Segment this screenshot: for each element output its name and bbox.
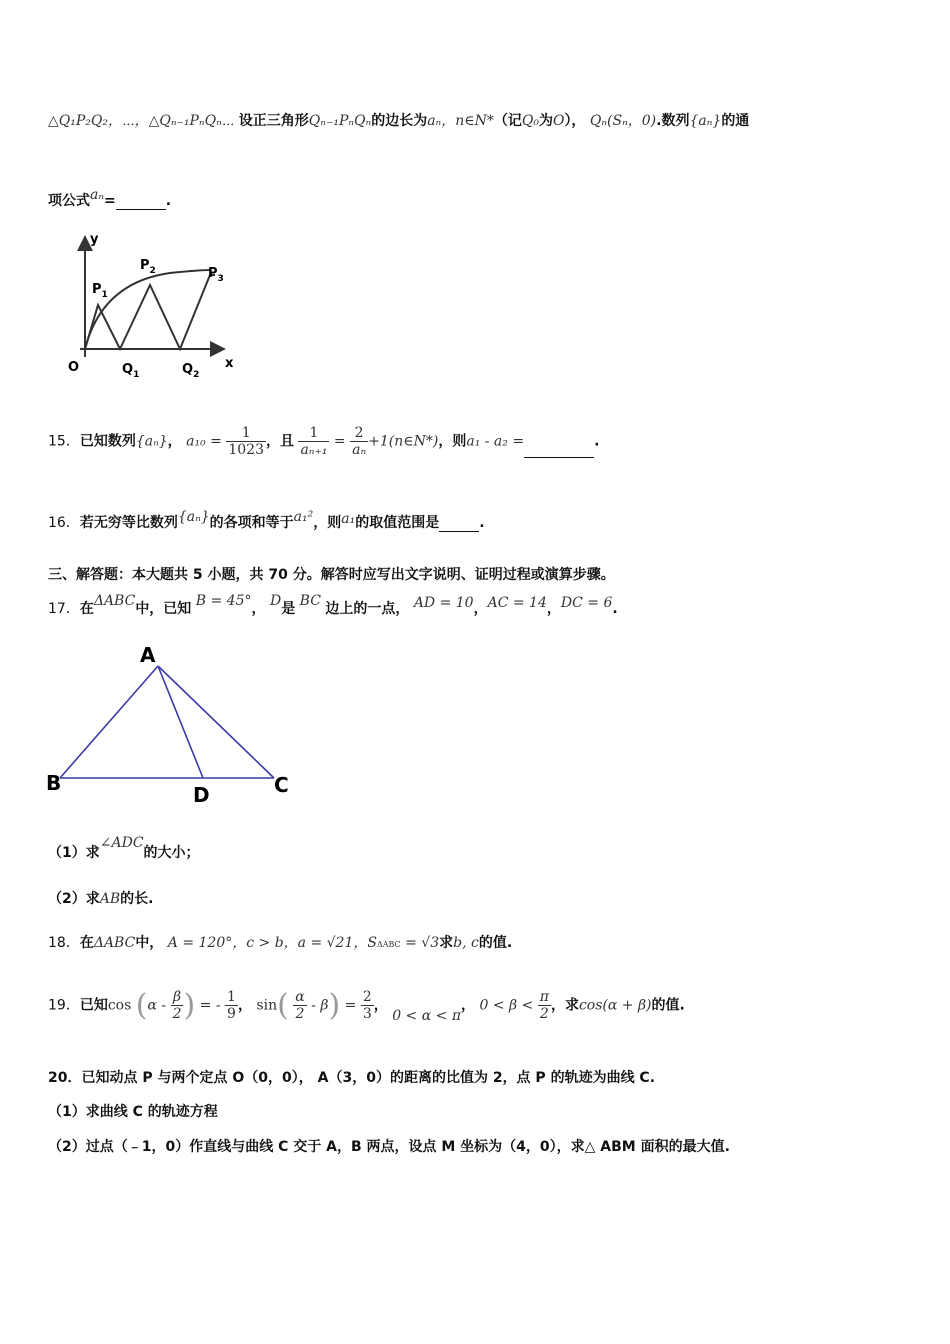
q16-text: ，则 [313, 515, 342, 531]
q19-number: 19． [48, 997, 80, 1014]
q17-ad-math: AD = 10 [413, 595, 474, 611]
label-p2: $P_2$ [140, 258, 156, 276]
q17-sub2-text: 的长. [120, 891, 154, 907]
label-o: O [68, 360, 80, 375]
q14-text: 的通 [721, 113, 750, 129]
q19-comma: ， [373, 997, 388, 1014]
q16-text: 的取值范围是 [355, 515, 440, 531]
q14-text: 为 [538, 113, 553, 129]
segment-ad [158, 666, 203, 778]
q15-text: 已知数列 [79, 433, 136, 450]
q14-side-math: aₙ，n∈N* [427, 113, 494, 129]
label-c: C [274, 773, 289, 797]
q18 [48, 932, 512, 952]
q18-text: 求 [439, 935, 454, 951]
q14-seq-math: {aₙ} [689, 113, 722, 129]
q17-number: 17． [48, 601, 80, 617]
q15-frac-2-an: $\frac{2}{\text{aₙ}}$ [352, 425, 367, 458]
q16-a1-math: a₁ [341, 511, 356, 527]
q17-ab-math: AB [99, 891, 121, 907]
q19-cos: cos [107, 997, 132, 1014]
q14-o-math: O [552, 113, 565, 129]
q17-ac-math: AC = 14 [487, 595, 547, 611]
q16-number: 16． [48, 515, 80, 531]
q19-comma: ， [237, 997, 252, 1014]
q16 [48, 509, 485, 532]
q16-text: . [479, 515, 485, 531]
label-b: B [46, 771, 62, 795]
label-p1: $P_1$ [92, 282, 108, 300]
q17-sub2-text: （2）求 [48, 891, 100, 907]
q19-frac-beta-2: $\frac{\beta}{2}$ [172, 989, 182, 1022]
q18-text: 在 [79, 935, 94, 951]
q17-text: . [612, 601, 618, 617]
q17-sub1 [48, 835, 200, 862]
q17-text: 中，已知 [135, 601, 192, 617]
q15-text: ， [167, 433, 182, 450]
answer-blank[interactable] [524, 457, 594, 458]
figure-triangles-curve [50, 225, 250, 385]
q15-eq: = [333, 433, 346, 450]
q14-q0-math: Q₀ [521, 113, 539, 129]
answer-blank[interactable] [116, 209, 166, 210]
q15-seq-math: {aₙ} [135, 433, 168, 450]
q19-frac-2-3: $\frac{2}{3}$ [362, 989, 372, 1022]
q17-b45-math: B = 45° [195, 593, 252, 609]
q20-stem: 20．已知动点 P 与两个定点 O（0，0）， A（3，0）的距离的比值为 2，点 P 的轨迹为曲线 C. [48, 1070, 656, 1086]
label-a: A [140, 643, 156, 667]
q19-target: cos(α + β) [578, 997, 652, 1014]
q18-cond2-math: = √3 [405, 935, 440, 951]
q14-text: 设正三角形 [238, 113, 309, 129]
curve [85, 270, 210, 349]
q16-text: 若无穷等比数列 [79, 515, 178, 531]
q17-text: 边上的一点， [325, 601, 410, 617]
q17-dc-math: DC = 6 [560, 595, 613, 611]
label-p3: $P_3$ [208, 266, 224, 284]
q15-text: ，则 [438, 433, 467, 450]
q14-text: 的边长为 [371, 113, 428, 129]
q14-text: . [165, 193, 172, 209]
q15-text: ，且 [265, 433, 294, 450]
q17-text: ， [473, 601, 488, 617]
q18-cond-math: A = 120°，c > b，a = √21，S [167, 935, 377, 951]
q20-sub2: （2）过点（﹣1，0）作直线与曲线 C 交于 A，B 两点，设点 M 坐标为（4，0），求△ ABM 面积的最大值. [48, 1139, 730, 1155]
label-d: D [193, 783, 210, 807]
q16-text: 的各项和等于 [209, 515, 294, 531]
q17-text: ， [251, 601, 266, 617]
q14-triangle-math: Qₙ₋₁PₙQₙ [308, 113, 372, 129]
q18-text: 中， [135, 935, 164, 951]
q19-alpha: α - [147, 997, 167, 1014]
q17-d-math: D [269, 593, 282, 609]
q14-text: ）， [564, 113, 586, 129]
q14-an-math: aₙ [90, 187, 105, 203]
q15-tail-math: +1(n∈N*) [368, 433, 439, 450]
q15 [48, 425, 599, 458]
q15-a10-math: a₁₀ = [186, 433, 222, 450]
q19-text: 已知 [79, 997, 108, 1014]
q15-text: . [594, 433, 600, 450]
label-x: x [225, 356, 234, 371]
side-ac [158, 666, 274, 778]
q17-tri-math: ΔABC [93, 593, 136, 609]
q18-sub-math: ΔABC [376, 940, 401, 949]
q14-line1 [48, 110, 749, 130]
q17-text: 是 [281, 601, 296, 617]
q14-line2 [48, 187, 172, 210]
q17-bc-math: BC [299, 593, 321, 609]
q19-range1: 0 < α < π [392, 1007, 462, 1024]
q14-triangles: △Q₁P₂Q₂，⋯，△Qₙ₋₁PₙQₙ⋯ [48, 113, 235, 129]
q14-text: .数列 [656, 113, 690, 129]
q15-expr-math: a₁ - a₂ = [466, 433, 525, 450]
q14-text: = [104, 193, 116, 209]
q19: 19．已知cos (α - $\frac{\beta}{2}$ ) = - $\frac{1}{9}$ ， sin( $\frac{\alpha}{2}$ - β) = $\frac{2}{3}$ ， 0 < α < π， 0 < β < $\frac{\pi}{2}$ ，求cos(α + β)的值. [48, 988, 685, 1024]
q19-text: 的值. [651, 997, 685, 1014]
label-q1: $Q_1$ [122, 362, 140, 380]
q14-qn-math: Qₙ(Sₙ，0) [589, 113, 657, 129]
q16-sq-math: a₁² [293, 509, 314, 525]
answer-blank[interactable] [439, 531, 479, 532]
q14-text: （记 [493, 113, 522, 129]
q17-sub1-text: （1）求 [48, 845, 100, 861]
q15-number: 15． [48, 433, 80, 450]
q19-frac-pi-2: $\frac{\pi}{2}$ [539, 989, 549, 1022]
q17 [48, 593, 618, 618]
section-3-heading: 三、解答题：本大题共 5 小题，共 70 分。解答时应写出文字说明、证明过程或演算步骤。 [48, 567, 615, 583]
q19-text: ，求 [550, 997, 579, 1014]
q17-text: 在 [79, 601, 94, 617]
q15-frac-1-an1: $\frac{1}{\text{aₙ₊₁}}$ [300, 425, 328, 458]
q17-angle-math: ∠ADC [99, 835, 144, 851]
q20-sub1: （1）求曲线 C 的轨迹方程 [48, 1104, 218, 1120]
triangle-zigzag [85, 275, 215, 349]
q18-bc-math: b, c [453, 935, 479, 951]
q19-range2: 0 < β < [479, 997, 534, 1014]
q15-frac-1-1023: $\frac{1}{1023}$ [228, 425, 264, 458]
q17-sub2 [48, 888, 153, 908]
q19-eq2: = [344, 997, 357, 1014]
q14-text: 项公式 [48, 193, 90, 209]
q16-seq-math: {aₙ} [177, 509, 210, 525]
q18-tri-math: ΔABC [93, 935, 136, 951]
q19-sin: sin [256, 997, 278, 1014]
figure-triangle-abc [40, 640, 310, 810]
q19-frac-alpha-2: $\frac{\alpha}{2}$ [295, 989, 305, 1022]
q18-number: 18． [48, 935, 80, 951]
q17-text: ， [546, 601, 561, 617]
q19-beta: - β [311, 997, 329, 1014]
q19-frac-1-9: $\frac{1}{9}$ [227, 989, 236, 1022]
label-y: y [90, 232, 99, 247]
side-ab [60, 666, 158, 778]
q17-sub1-text: 的大小； [143, 845, 200, 861]
q18-text: 的值. [478, 935, 513, 951]
q19-eq1: = - [199, 997, 221, 1014]
q19-comma: ， [461, 997, 476, 1014]
label-q2: $Q_2$ [182, 362, 200, 380]
